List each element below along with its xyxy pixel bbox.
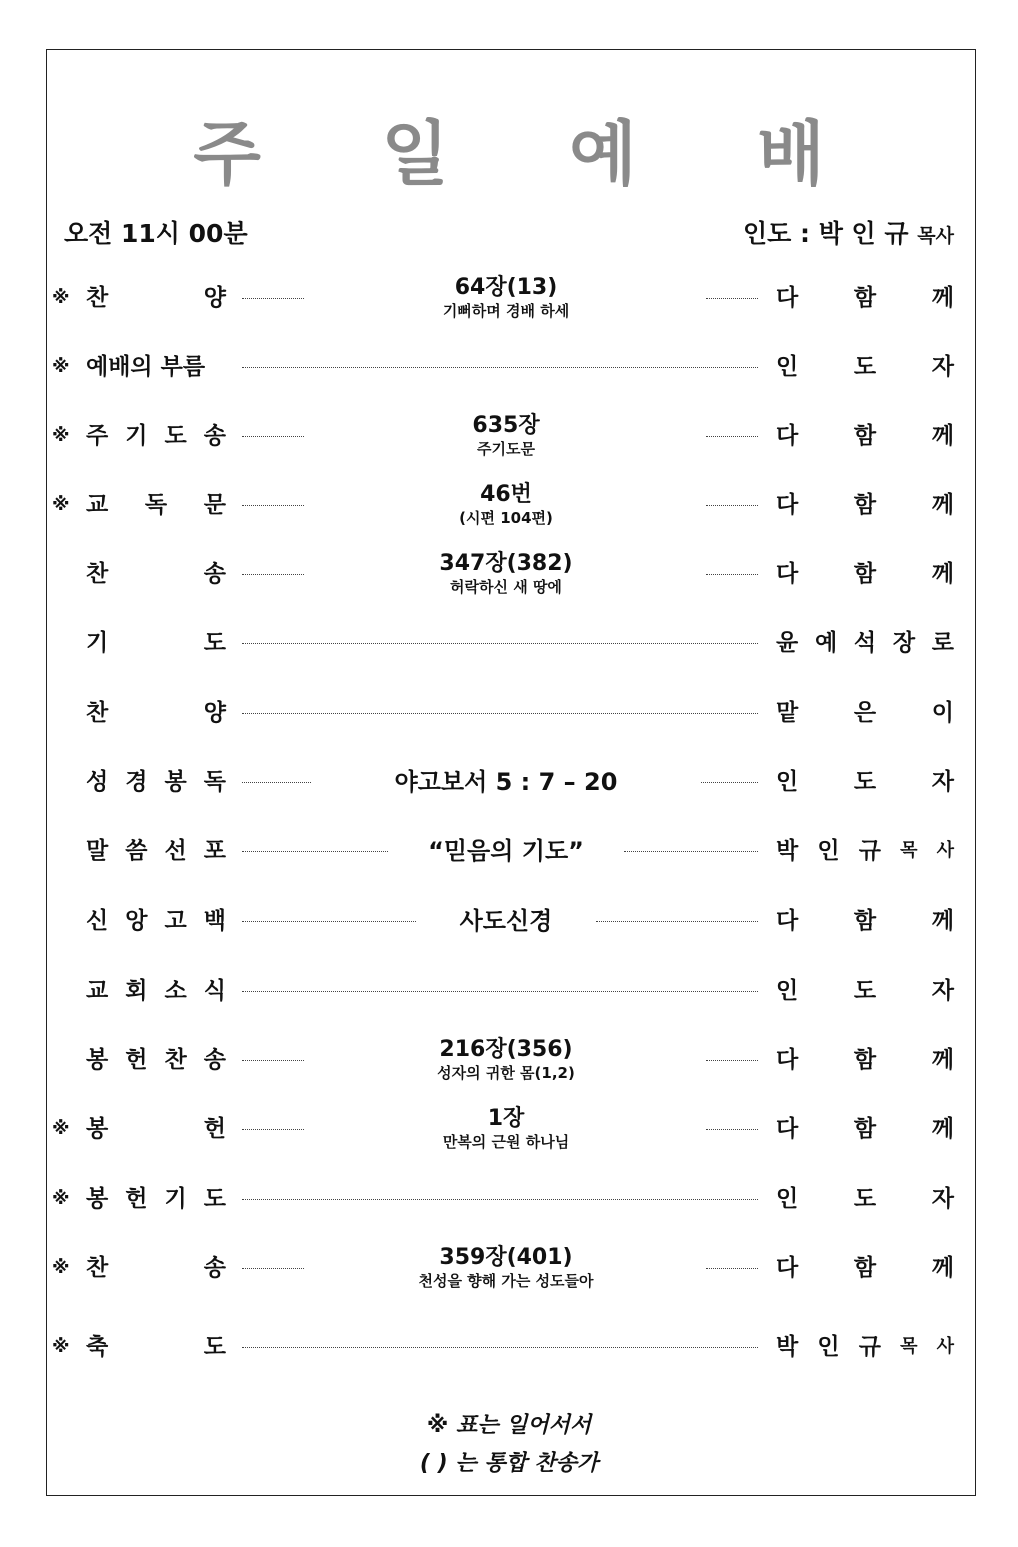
item-person: 다 함 께: [776, 1255, 954, 1281]
worship-item: [0, 683, 1018, 743]
item-detail-sub: 천성을 향해 가는 성도들아: [418, 1272, 594, 1290]
item-detail: [306, 406, 706, 466]
dotted-leader: [242, 1347, 758, 1348]
dotted-leader: [706, 1268, 758, 1269]
standing-mark: ※: [52, 494, 70, 515]
worship-item: [0, 268, 1018, 328]
item-detail-main: 216장(356): [439, 1037, 573, 1062]
dotted-leader: [242, 713, 758, 714]
standing-mark: ※: [52, 1118, 70, 1139]
item-label: 예배의 부름: [86, 354, 206, 380]
standing-mark: ※: [52, 1257, 70, 1278]
item-detail-main: 야고보서 5 : 7 – 20: [394, 768, 618, 796]
dotted-leader: [242, 991, 758, 992]
item-detail-main: 1장: [487, 1106, 525, 1131]
item-label: 봉 헌: [86, 1116, 226, 1142]
item-person: 다 함 께: [776, 492, 954, 518]
worship-item: [0, 337, 1018, 397]
item-detail-main: 347장(382): [439, 551, 573, 576]
dotted-leader: [242, 782, 311, 783]
dotted-leader: [242, 298, 304, 299]
item-detail-sub: 주기도문: [477, 440, 535, 458]
item-label: 찬 송: [86, 561, 226, 587]
standing-mark: ※: [52, 1188, 70, 1209]
item-label: 교 회 소 식: [86, 978, 226, 1004]
standing-mark: ※: [52, 1336, 70, 1357]
item-person: 다 함 께: [776, 1116, 954, 1142]
item-detail: [306, 1099, 706, 1159]
item-detail: [306, 1238, 706, 1298]
worship-item: [0, 1169, 1018, 1229]
worship-item: [0, 1099, 1018, 1159]
dotted-leader: [701, 782, 758, 783]
item-label: 봉 헌 기 도: [86, 1186, 226, 1212]
item-label: 성 경 봉 독: [86, 769, 226, 795]
item-label: 말 씀 선 포: [86, 838, 226, 864]
dotted-leader: [242, 851, 388, 852]
worship-item: [0, 475, 1018, 535]
item-detail-main: 사도신경: [459, 907, 553, 935]
item-detail-main: 46번: [480, 482, 532, 507]
item-person: 인 도 자: [776, 769, 954, 795]
item-label: 주 기 도 송: [86, 423, 226, 449]
dotted-leader: [242, 574, 304, 575]
item-detail-sub: 허락하신 새 땅에: [450, 578, 562, 596]
standing-mark: ※: [52, 356, 70, 377]
dotted-leader: [242, 1268, 304, 1269]
item-label: 찬 양: [86, 700, 226, 726]
dotted-leader: [706, 298, 758, 299]
standing-mark: ※: [52, 425, 70, 446]
item-detail-main: “믿음의 기도”: [428, 837, 584, 865]
dotted-leader: [242, 1129, 304, 1130]
item-detail-sub: 성자의 귀한 몸(1,2): [437, 1064, 575, 1082]
dotted-leader: [706, 436, 758, 437]
item-label: 교 독 문: [86, 492, 226, 518]
worship-item: [0, 752, 1018, 812]
dotted-leader: [242, 436, 304, 437]
dotted-leader: [706, 1060, 758, 1061]
item-detail: [306, 268, 706, 328]
dotted-leader: [242, 921, 416, 922]
standing-mark: ※: [52, 287, 70, 308]
worship-item: [0, 544, 1018, 604]
dotted-leader: [242, 1199, 758, 1200]
item-person: 인 도 자: [776, 1186, 954, 1212]
item-detail: [306, 544, 706, 604]
item-person: 다 함 께: [776, 908, 954, 934]
item-detail: [306, 475, 706, 535]
item-label: 신 앙 고 백: [86, 908, 226, 934]
item-person: 인 도 자: [776, 354, 954, 380]
dotted-leader: [242, 1060, 304, 1061]
worship-item: [0, 961, 1018, 1021]
item-detail-sub: 기뻐하며 경배 하세: [442, 302, 570, 320]
dotted-leader: [706, 574, 758, 575]
service-leader: [743, 214, 954, 250]
leader-name: 인도 : 박 인 규: [743, 219, 909, 248]
dotted-leader: [706, 505, 758, 506]
item-person: 다 함 께: [776, 423, 954, 449]
item-person: 박 인 규 목 사: [776, 838, 954, 864]
dotted-leader: [596, 921, 758, 922]
item-label: 기 도: [86, 630, 226, 656]
worship-item: [0, 891, 1018, 951]
page-title: 주 일 예 배: [193, 113, 873, 195]
item-detail-main: 635장: [472, 413, 540, 438]
item-detail-main: 359장(401): [439, 1245, 573, 1270]
footnote-hymnal: ( ) 는 통합 찬송가: [419, 1451, 599, 1476]
item-detail-sub: 만복의 근원 하나님: [442, 1133, 570, 1151]
dotted-leader: [242, 367, 758, 368]
item-person: 다 함 께: [776, 1047, 954, 1073]
footnote-standing: ※ 표는 일어서서: [426, 1413, 592, 1438]
worship-item: [0, 821, 1018, 881]
dotted-leader: [624, 851, 758, 852]
item-detail: [306, 752, 706, 812]
item-label: 찬 양: [86, 285, 226, 311]
service-time: 오전 11시 00분: [64, 219, 248, 248]
dotted-leader: [242, 505, 304, 506]
item-label: 봉 헌 찬 송: [86, 1047, 226, 1073]
item-detail-sub: (시편 104편): [459, 509, 553, 527]
item-person: 다 함 께: [776, 561, 954, 587]
item-person: 다 함 께: [776, 285, 954, 311]
item-person: 맡 은 이: [776, 700, 954, 726]
item-label: 축 도: [86, 1334, 226, 1360]
item-detail: [306, 1030, 706, 1090]
worship-item: [0, 1317, 1018, 1377]
item-person: 박 인 규 목 사: [776, 1334, 954, 1360]
item-label: 찬 송: [86, 1255, 226, 1281]
dotted-leader: [706, 1129, 758, 1130]
dotted-leader: [242, 643, 758, 644]
worship-item: [0, 406, 1018, 466]
worship-item: [0, 613, 1018, 673]
leader-title: 목사: [917, 225, 954, 247]
worship-item: [0, 1030, 1018, 1090]
item-person: 윤 예 석 장 로: [776, 630, 954, 656]
item-person: 인 도 자: [776, 978, 954, 1004]
worship-item: [0, 1238, 1018, 1298]
item-detail-main: 64장(13): [454, 275, 558, 300]
